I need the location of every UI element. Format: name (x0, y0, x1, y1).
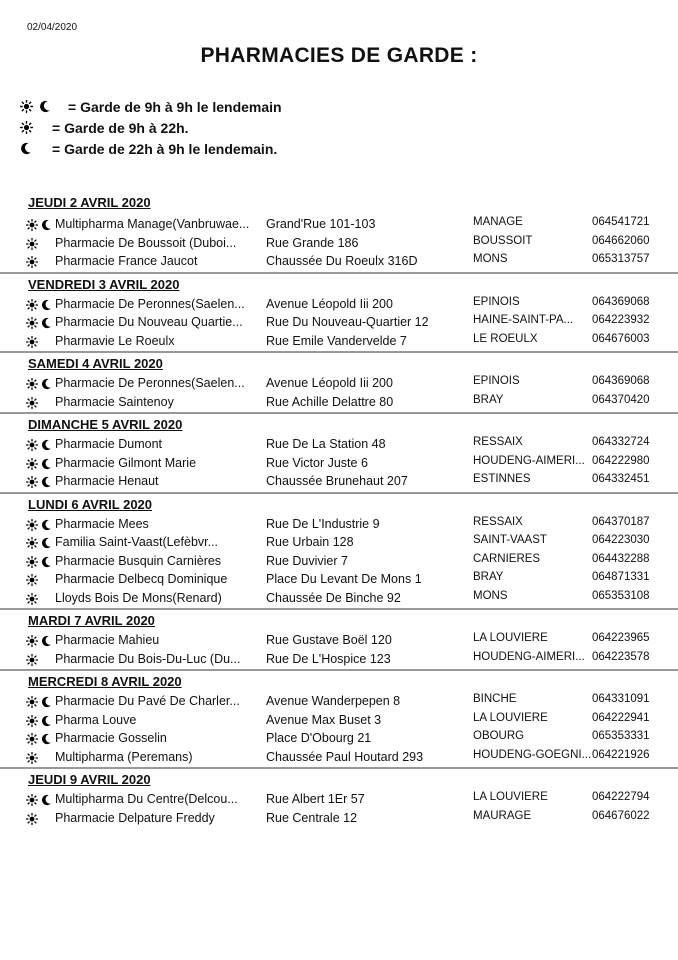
pharmacy-city: MANAGE (473, 216, 523, 228)
sun-icon (26, 556, 38, 571)
legend-text: = Garde de 9h à 22h. (52, 119, 189, 136)
pharmacy-phone: 064370420 (592, 393, 650, 406)
pharmacy-name: Multipharma Du Centre(Delcou... (55, 792, 238, 806)
pharmacy-address: Chaussée Du Roeulx 316D (266, 254, 418, 268)
pharmacy-address: Avenue Max Buset 3 (266, 712, 382, 727)
pharmacy-row (0, 333, 678, 352)
day-header: LUNDI 6 AVRIL 2020 (0, 492, 678, 513)
pharmacy-name: Lloyds Bois De Mons(Renard) (55, 590, 222, 605)
legend-text: = Garde de 22h à 9h le lendemain. (52, 140, 278, 157)
pharmacy-city: EPINOIS (473, 375, 520, 387)
moon-icon (41, 439, 52, 454)
sun-icon (26, 733, 38, 748)
pharmacy-phone: 064332451 (592, 473, 650, 485)
moon-icon (41, 378, 52, 393)
pharmacy-row (0, 516, 678, 535)
moon-icon (41, 219, 52, 234)
pharmacy-phone: 064223578 (592, 650, 650, 663)
pharmacy-city: RESSAIX (473, 436, 523, 448)
pharmacy-city: BRAY (473, 571, 504, 583)
legend-item-day-and-night (20, 96, 282, 117)
moon-icon (41, 715, 52, 730)
sun-icon (26, 794, 38, 809)
pharmacy-city: MONS (473, 589, 508, 602)
pharmacy-address: Rue Urbain 128 (266, 535, 354, 549)
pharmacy-row (0, 296, 678, 315)
sun-icon (26, 378, 38, 393)
pharmacy-name: Pharmacie Du Bois-Du-Luc (Du... (55, 651, 241, 666)
pharmacy-city: MONS (473, 253, 508, 265)
sun-icon (26, 574, 38, 589)
pharmacy-row (0, 436, 678, 455)
legend-text: = Garde de 9h à 9h le lendemain (68, 98, 282, 115)
pharmacy-name: Pharmacie Delbecq Dominique (55, 572, 228, 586)
moon-icon (41, 556, 52, 571)
sun-icon (26, 238, 38, 253)
pharmacy-row (0, 235, 678, 254)
pharmacy-row (0, 712, 678, 731)
sun-icon (26, 696, 38, 711)
pharmacy-row (0, 375, 678, 394)
moon-icon (41, 696, 52, 711)
pharmacy-city: LE ROEULX (473, 332, 538, 345)
moon-icon (41, 537, 52, 552)
pharmacy-row (0, 632, 678, 651)
pharmacy-row (0, 810, 678, 829)
pharmacy-city: MAURAGE (473, 809, 532, 822)
pharmacy-schedule (0, 192, 678, 828)
legend-item-day (20, 117, 282, 138)
day-header: DIMANCHE 5 AVRIL 2020 (0, 412, 678, 433)
sun-icon (26, 813, 38, 828)
pharmacy-row (0, 749, 678, 768)
pharmacy-row (0, 394, 678, 413)
pharmacy-phone: 064369068 (592, 375, 650, 387)
pharmacy-city: BINCHE (473, 693, 517, 705)
document-date: 02/04/2020 (27, 22, 78, 33)
moon-icon (41, 794, 52, 809)
pharmacy-address: Rue Centrale 12 (266, 810, 358, 825)
pharmacy-phone: 064222941 (592, 711, 650, 724)
pharmacy-name: Multipharma (Peremans) (55, 749, 193, 764)
pharmacy-address: Rue Du Nouveau-Quartier 12 (266, 315, 429, 329)
page-title: PHARMACIES DE GARDE : (200, 44, 478, 67)
sun-icon (26, 752, 38, 767)
sun-icon (26, 593, 38, 608)
day-section (0, 351, 678, 412)
pharmacy-row (0, 314, 678, 333)
pharmacy-row (0, 216, 678, 235)
legend-item-night (20, 138, 282, 159)
pharmacy-row (0, 455, 678, 474)
pharmacy-address: Chaussée De Binche 92 (266, 590, 401, 605)
pharmacy-city: BRAY (473, 393, 504, 406)
pharmacy-city: SAINT-VAAST (473, 534, 547, 546)
pharmacy-phone: 064871331 (592, 571, 650, 583)
day-section (0, 272, 678, 352)
pharmacy-name: Pharmacie France Jaucot (55, 254, 198, 268)
pharmacy-row (0, 693, 678, 712)
pharmacy-name: Pharmacie De Peronnes(Saelen... (55, 296, 245, 311)
day-header: JEUDI 9 AVRIL 2020 (0, 767, 678, 788)
pharmacy-phone: 064369068 (592, 295, 650, 308)
pharmacy-name: Pharmacie Mees (55, 516, 149, 531)
sun-icon (26, 476, 38, 491)
pharmacy-name: Pharmacie Du Pavé De Charler... (55, 694, 240, 708)
sun-icon (26, 635, 38, 650)
moon-icon (41, 458, 52, 473)
moon-icon (41, 299, 52, 314)
day-header: JEUDI 2 AVRIL 2020 (28, 195, 151, 210)
pharmacy-address: Rue De La Station 48 (266, 437, 386, 451)
pharmacy-phone: 064662060 (592, 234, 650, 247)
day-section (0, 669, 678, 767)
pharmacy-address: Rue Duvivier 7 (266, 553, 348, 568)
pharmacy-name: Pharmacie Saintenoy (55, 394, 174, 409)
legend (20, 96, 282, 159)
sun-icon (26, 397, 38, 412)
pharmacy-address: Rue Victor Juste 6 (266, 455, 368, 470)
sun-icon (26, 519, 38, 534)
pharmacy-name: Pharmavie Le Roeulx (55, 333, 175, 348)
pharmacy-row (0, 473, 678, 492)
sun-icon (26, 458, 38, 473)
sun-icon (20, 100, 33, 113)
pharmacy-city: BOUSSOIT (473, 234, 533, 247)
sun-icon (26, 336, 38, 351)
moon-icon (39, 100, 51, 113)
moon-icon (41, 476, 52, 491)
sun-icon (26, 715, 38, 730)
pharmacy-phone: 064676003 (592, 332, 650, 345)
pharmacy-name: Pharmacie Mahieu (55, 633, 160, 647)
pharmacy-city: HAINE-SAINT-PA... (473, 314, 574, 326)
pharmacy-phone: 064222980 (592, 454, 650, 467)
moon-icon (20, 142, 32, 155)
pharmacy-address: Place Du Levant De Mons 1 (266, 572, 422, 586)
day-header: VENDREDI 3 AVRIL 2020 (0, 272, 678, 293)
pharmacy-name: Pharmacie De Boussoit (Duboi... (55, 235, 237, 250)
pharmacy-phone: 064223965 (592, 632, 650, 644)
pharmacy-phone: 065353108 (592, 589, 650, 602)
pharmacy-city: LA LOUVIERE (473, 632, 548, 644)
pharmacy-address: Rue Albert 1Er 57 (266, 792, 365, 806)
moon-icon (41, 733, 52, 748)
pharmacy-phone: 065353331 (592, 730, 650, 742)
pharmacy-row (0, 590, 678, 609)
sun-icon (26, 537, 38, 552)
day-header: MERCREDI 8 AVRIL 2020 (0, 669, 678, 690)
pharmacy-name: Pharmacie Gosselin (55, 731, 167, 745)
pharmacy-city: HOUDENG-AIMERI... (473, 454, 585, 467)
pharmacy-city: LA LOUVIERE (473, 711, 548, 724)
pharmacy-address: Chaussée Paul Houtard 293 (266, 749, 424, 764)
pharmacy-address: Rue Gustave Boël 120 (266, 633, 392, 647)
day-section (0, 192, 678, 272)
day-section (0, 608, 678, 669)
pharmacy-name: Pharmacie Busquin Carnières (55, 553, 222, 568)
moon-icon (41, 317, 52, 332)
pharmacy-address: Avenue Wanderpepen 8 (266, 694, 401, 708)
sun-icon (26, 654, 38, 669)
moon-icon (41, 519, 52, 534)
pharmacy-row (0, 730, 678, 749)
day-section (0, 412, 678, 492)
day-section (0, 492, 678, 609)
pharmacy-row (0, 253, 678, 272)
pharmacy-phone: 064432288 (592, 552, 650, 565)
pharmacy-name: Pharmacie Du Nouveau Quartie... (55, 315, 243, 329)
pharmacy-name: Pharmacie De Peronnes(Saelen... (55, 376, 245, 390)
sun-icon (20, 121, 33, 134)
pharmacy-phone: 064223030 (592, 534, 650, 546)
pharmacy-address: Rue Emile Vandervelde 7 (266, 333, 407, 348)
pharmacy-address: Grand'Rue 101-103 (266, 217, 376, 231)
pharmacy-phone: 064331091 (592, 693, 650, 705)
pharmacy-name: Pharmacie Henaut (55, 474, 159, 488)
pharmacy-name: Pharma Louve (55, 712, 137, 727)
pharmacy-phone: 064332724 (592, 436, 650, 448)
pharmacy-city: EPINOIS (473, 295, 520, 308)
pharmacy-name: Familia Saint-Vaast(Lefèbvr... (55, 535, 219, 549)
pharmacy-city: HOUDENG-AIMERI... (473, 650, 585, 663)
pharmacy-city: CARNIÈRES (473, 552, 541, 565)
moon-icon (41, 635, 52, 650)
pharmacy-row (0, 651, 678, 670)
pharmacy-name: Pharmacie Gilmont Marie (55, 455, 197, 470)
pharmacy-address: Rue De L'Hospice 123 (266, 651, 391, 666)
pharmacy-name: Pharmacie Dumont (55, 437, 162, 451)
pharmacy-phone: 064223932 (592, 314, 650, 326)
pharmacy-phone: 064221926 (592, 748, 650, 761)
day-header: SAMEDI 4 AVRIL 2020 (0, 351, 678, 372)
day-section (0, 767, 678, 828)
pharmacy-city: HOUDENG-GOEGNI... (473, 748, 591, 761)
pharmacy-address: Chaussée Brunehaut 207 (266, 474, 408, 488)
pharmacy-address: Rue Grande 186 (266, 235, 359, 250)
pharmacy-city: OBOURG (473, 730, 525, 742)
day-header: MARDI 7 AVRIL 2020 (0, 608, 678, 629)
pharmacy-phone: 064676022 (592, 809, 650, 822)
sun-icon (26, 219, 38, 234)
pharmacy-city: LA LOUVIERE (473, 791, 548, 803)
pharmacy-address: Avenue Léopold Iii 200 (266, 296, 393, 311)
sun-icon (26, 317, 38, 332)
pharmacy-row (0, 791, 678, 810)
pharmacy-row (0, 534, 678, 553)
pharmacy-name: Pharmacie Delpature Freddy (55, 810, 215, 825)
sun-icon (26, 256, 38, 271)
pharmacy-address: Place D'Obourg 21 (266, 731, 372, 745)
pharmacy-row (0, 571, 678, 590)
pharmacy-address: Rue De L'Industrie 9 (266, 516, 380, 531)
pharmacy-row (0, 553, 678, 572)
pharmacy-city: ESTINNES (473, 473, 531, 485)
pharmacy-phone: 064541721 (592, 216, 650, 228)
pharmacy-phone: 064370187 (592, 515, 650, 528)
pharmacy-name: Multipharma Manage(Vanbruwae... (55, 217, 250, 231)
pharmacy-phone: 065313757 (592, 253, 650, 265)
pharmacy-phone: 064222794 (592, 791, 650, 803)
sun-icon (26, 299, 38, 314)
pharmacy-city: RESSAIX (473, 515, 523, 528)
pharmacy-address: Rue Achille Delattre 80 (266, 394, 394, 409)
pharmacy-address: Avenue Léopold Iii 200 (266, 376, 393, 390)
sun-icon (26, 439, 38, 454)
